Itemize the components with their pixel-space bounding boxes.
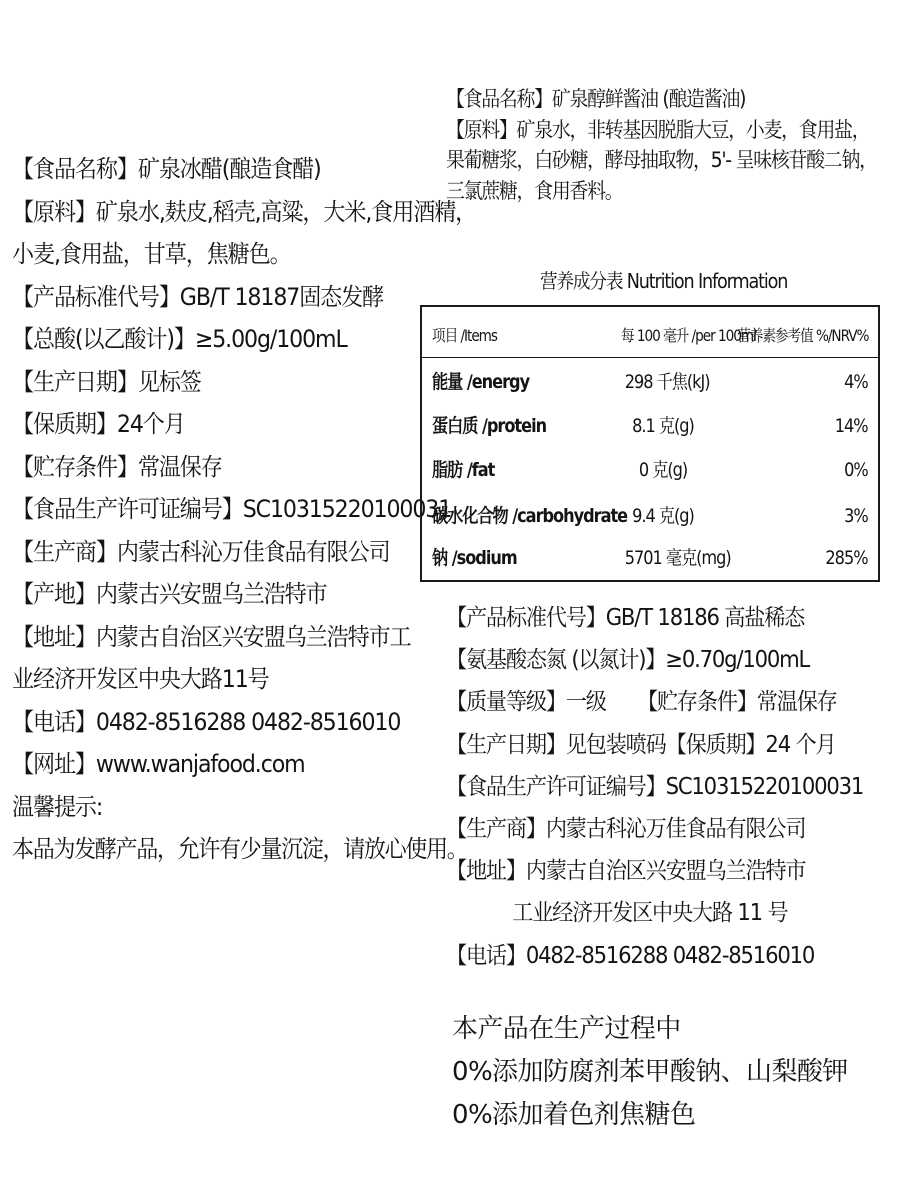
notice-line-2: 0%添加防腐剂苯甲酸钠、山梨酸钾 [452, 1057, 848, 1087]
soy-standard-code: 【产品标准代号】GB/T 18186 高盐稀态 [446, 605, 805, 631]
nutrition-item: 钠 /sodium [432, 547, 517, 569]
nutrition-row-energy [422, 367, 878, 397]
vinegar-website: 【网址】www.wanjafood.com [12, 750, 305, 778]
soy-ingredients-line-3: 三氯蔗糖，食用香料。 [446, 178, 623, 203]
vinegar-address-line-1: 【地址】内蒙古自治区兴安盟乌兰浩特市工 [12, 622, 411, 651]
nutrition-header-items: 项目 /Items [432, 326, 497, 345]
nutrition-row-carbohydrate [422, 501, 878, 531]
nutrition-header-divider [422, 357, 878, 358]
vinegar-tip-text: 本品为发酵产品，允许有少量沉淀，请放心使用。 [12, 835, 468, 863]
vinegar-storage: 【贮存条件】常温保存 [12, 452, 222, 481]
vinegar-shelf-life: 【保质期】24个月 [12, 410, 185, 438]
nutrition-nrv-value: 3% [844, 505, 868, 527]
soy-grade-storage-line [446, 681, 860, 723]
nutrition-nrv-value: 0% [844, 459, 868, 481]
soy-date-shelf-line [446, 724, 860, 766]
vinegar-ingredients-line-2: 小麦,食用盐，甘草，焦糖色。 [12, 240, 291, 268]
soy-label-header [446, 84, 896, 206]
nutrition-per-value: 0 克(g) [638, 459, 688, 481]
soy-shelf-life: 【保质期】24 个月 [665, 731, 836, 758]
vinegar-phone: 【电话】0482-8516288 0482-8516010 [12, 707, 401, 736]
soy-address-line-2: 工业经济开发区中央大路 11 号 [512, 900, 788, 927]
soy-label-details [446, 597, 896, 977]
soy-ingredients-line-1: 【原料】矿泉水，非转基因脱脂大豆，小麦，食用盐， [446, 117, 870, 142]
nutrition-item: 脂肪 /fat [432, 459, 495, 481]
soy-manufacturer: 【生产商】内蒙古科沁万佳食品有限公司 [446, 815, 806, 842]
nutrition-per-value: 9.4 克(g) [632, 505, 694, 527]
soy-quality-grade: 【质量等级】一级 [446, 689, 606, 716]
soy-address-line-1: 【地址】内蒙古自治区兴安盟乌兰浩特市 [446, 858, 806, 885]
vinegar-standard-code: 【产品标准代号】GB/T 18187固态发酵 [12, 282, 384, 311]
nutrition-per-value: 298 千焦(kJ) [624, 371, 710, 393]
vinegar-tip-heading: 温馨提示: [12, 792, 103, 821]
nutrition-header-per: 每 100 毫升 /per 100ml [621, 326, 756, 345]
additive-notice [452, 1008, 892, 1137]
vinegar-license-number: 【食品生产许可证编号】SC10315220100031 [12, 495, 452, 523]
notice-line-1: 本产品在生产过程中 [452, 1014, 681, 1044]
soy-amino-nitrogen: 【氨基酸态氮 (以氮计)】≥0.70g/100mL [446, 647, 810, 674]
nutrition-item: 能量 /energy [432, 371, 530, 393]
nutrition-per-value: 5701 毫克(mg) [624, 547, 731, 569]
vinegar-production-date: 【生产日期】见标签 [12, 367, 201, 396]
vinegar-food-name: 【食品名称】矿泉冰醋(酿造食醋) [12, 155, 321, 183]
soy-license-number: 【食品生产许可证编号】SC10315220100031 [446, 773, 864, 800]
nutrition-item: 蛋白质 /protein [432, 415, 547, 437]
nutrition-nrv-value: 4% [844, 371, 868, 393]
nutrition-nrv-value: 14% [835, 415, 868, 437]
nutrition-table [420, 305, 880, 582]
soy-phone: 【电话】0482-8516288 0482-8516010 [446, 942, 815, 969]
nutrition-per-value: 8.1 克(g) [632, 415, 694, 437]
soy-food-name: 【食品名称】矿泉醇鲜酱油 (酿造酱油) [446, 87, 746, 111]
nutrition-row-fat [422, 455, 878, 485]
nutrition-row-sodium [422, 543, 878, 573]
nutrition-item: 碳水化合物 /carbohydrate [432, 505, 628, 527]
nutrition-header-nrv: 营养素参考值 %/NRV% [736, 326, 868, 345]
notice-line-3: 0%添加着色剂焦糖色 [452, 1100, 696, 1130]
vinegar-manufacturer: 【生产商】内蒙古科沁万佳食品有限公司 [12, 537, 390, 566]
nutrition-title: 营养成分表 Nutrition Information [540, 269, 788, 293]
nutrition-row-protein [422, 411, 878, 441]
soy-ingredients-line-2: 果葡糖浆，白砂糖，酵母抽取物，5'- 呈味核苷酸二钠， [446, 148, 877, 172]
vinegar-origin: 【产地】内蒙古兴安盟乌兰浩特市 [12, 580, 327, 608]
nutrition-nrv-value: 285% [825, 547, 868, 569]
nutrition-header-row [422, 321, 878, 351]
soy-storage: 【贮存条件】常温保存 [637, 689, 837, 716]
vinegar-address-line-2: 业经济开发区中央大路11号 [12, 665, 269, 693]
vinegar-total-acid: 【总酸(以乙酸计)】≥5.00g/100mL [12, 325, 347, 353]
vinegar-ingredients-line-1: 【原料】矿泉水,麸皮,稻壳,高粱，大米,食用酒精， [12, 197, 477, 226]
soy-production-date: 【生产日期】见包装喷码 [446, 731, 666, 758]
